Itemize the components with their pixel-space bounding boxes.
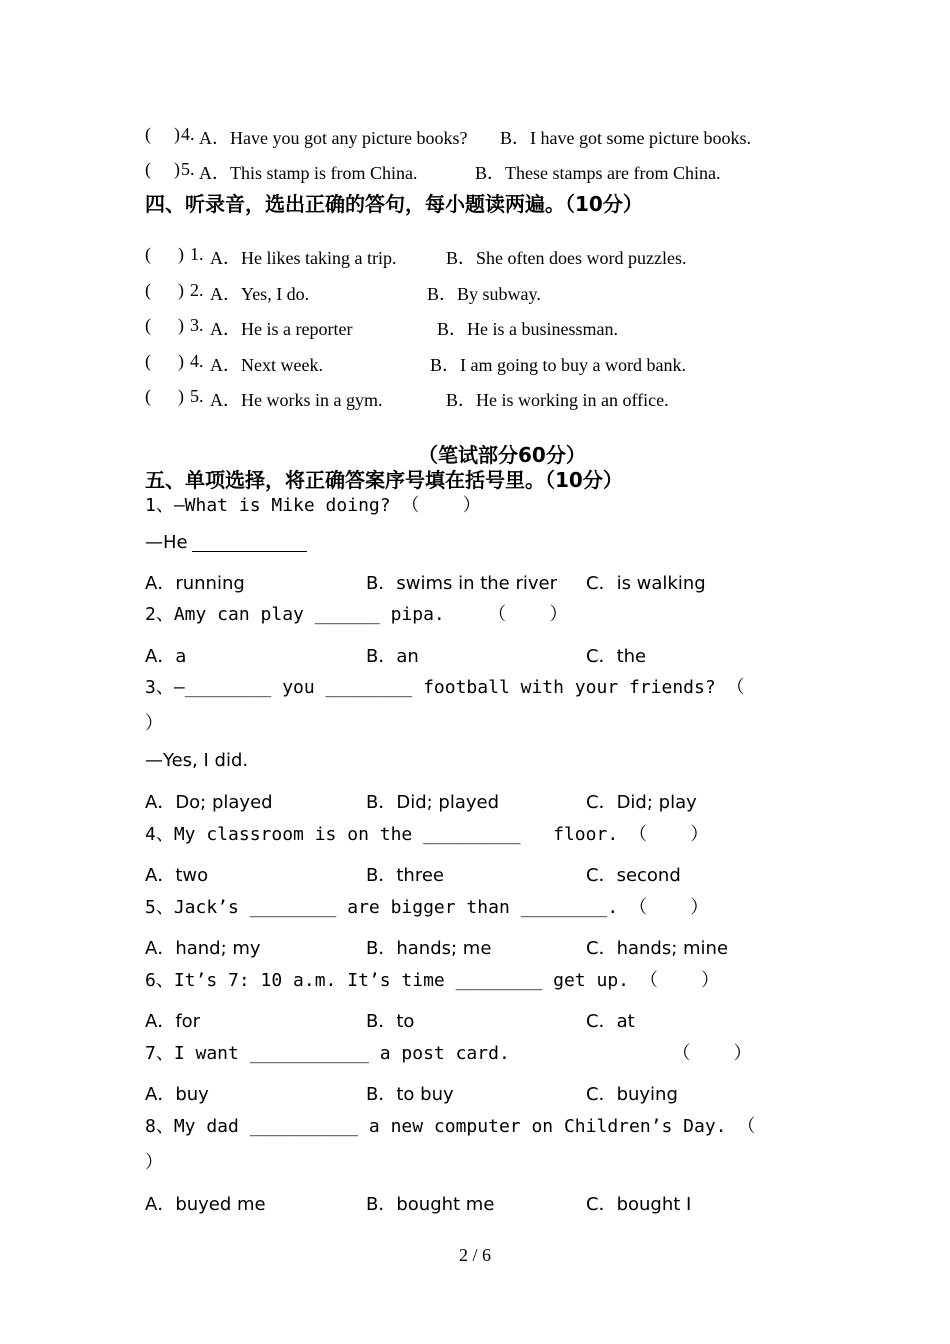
s4-item-3 bbox=[0, 315, 950, 337]
option-a: A．a bbox=[145, 646, 187, 667]
option-b: B．an bbox=[366, 646, 419, 667]
q2-stem: 2、Amy can play ______ pipa. （ ） bbox=[145, 604, 568, 625]
option-c: C．Did; play bbox=[586, 792, 697, 813]
answer-paren-close: ) bbox=[178, 244, 184, 264]
answer-paren-open: ( bbox=[145, 386, 151, 406]
q5-options bbox=[0, 934, 950, 959]
listening-item-4 bbox=[0, 124, 950, 146]
q1-stem: 1、—What is Mike doing? （ ） bbox=[145, 495, 481, 516]
q7-options bbox=[0, 1080, 950, 1105]
page-number: 2 / 6 bbox=[458, 1245, 491, 1265]
item-number: 1. bbox=[190, 244, 204, 264]
option-b: B．She often does word puzzles. bbox=[446, 248, 687, 268]
item-number: 5. bbox=[190, 386, 204, 406]
item-number: 4. bbox=[190, 351, 204, 371]
item-number: 5. bbox=[181, 159, 195, 179]
answer-paren-close: ) bbox=[178, 386, 184, 406]
option-b: B．Did; played bbox=[366, 792, 500, 813]
answer-paren-close: ) bbox=[174, 124, 180, 144]
q6-options bbox=[0, 1007, 950, 1032]
option-a: A．two bbox=[145, 865, 209, 886]
s4-item-2 bbox=[0, 280, 950, 302]
option-c: C．hands; mine bbox=[586, 938, 729, 959]
option-b: B．These stamps are from China. bbox=[475, 163, 721, 183]
s4-item-4 bbox=[0, 351, 950, 373]
option-a: A．He is a reporter bbox=[210, 319, 353, 339]
option-c: C．is walking bbox=[586, 573, 706, 594]
s4-item-1 bbox=[0, 244, 950, 266]
option-a: A．He works in a gym. bbox=[210, 390, 383, 410]
option-b: B．By subway. bbox=[427, 284, 541, 304]
option-a: A．hand; my bbox=[145, 938, 261, 959]
q1-options bbox=[0, 569, 950, 594]
option-b: B．to buy bbox=[366, 1084, 454, 1105]
option-b: B．swims in the river bbox=[366, 573, 558, 594]
section-4-heading: 四、听录音，选出正确的答句，每小题读两遍。（10分） bbox=[145, 192, 643, 216]
option-a: A．running bbox=[145, 573, 245, 594]
item-number: 3. bbox=[190, 315, 204, 335]
answer-blank bbox=[192, 533, 307, 552]
q5-stem: 5、Jack’s ________ are bigger than ________. （ ） bbox=[145, 897, 709, 918]
option-a: A．Yes, I do. bbox=[210, 284, 310, 304]
q7-stem: 7、I want ___________ a post card. （ ） bbox=[145, 1043, 752, 1064]
q3-options bbox=[0, 788, 950, 813]
q4-stem: 4、My classroom is on the _________ floor. （ ） bbox=[145, 824, 709, 845]
answer-paren-open: ( bbox=[145, 159, 151, 179]
q3-stem-cont: ） bbox=[145, 713, 163, 734]
q3-answer: —Yes, I did. bbox=[145, 750, 249, 771]
answer-paren-open: ( bbox=[145, 124, 151, 144]
option-b: B．He is working in an office. bbox=[446, 390, 669, 410]
option-b: B．three bbox=[366, 865, 444, 886]
s4-item-5 bbox=[0, 386, 950, 408]
option-b: B．I am going to buy a word bank. bbox=[430, 355, 686, 375]
item-number: 4. bbox=[181, 124, 195, 144]
option-b: B．I have got some picture books. bbox=[500, 128, 751, 148]
q1-answer-line bbox=[145, 533, 307, 552]
answer-paren-close: ) bbox=[178, 280, 184, 300]
option-b: B．bought me bbox=[366, 1194, 495, 1215]
option-a: A．Next week. bbox=[210, 355, 323, 375]
q3-stem: 3、—________ you ________ football with your friends? （ bbox=[145, 677, 745, 698]
option-a: A．He likes taking a trip. bbox=[210, 248, 397, 268]
option-a: A．Do; played bbox=[145, 792, 273, 813]
item-number: 2. bbox=[190, 280, 204, 300]
option-b: B．He is a businessman. bbox=[437, 319, 618, 339]
q2-options bbox=[0, 642, 950, 667]
q8-options bbox=[0, 1190, 950, 1215]
option-b: B．hands; me bbox=[366, 938, 492, 959]
q4-options bbox=[0, 861, 950, 886]
answer-prefix: —He bbox=[145, 532, 188, 553]
answer-paren-open: ( bbox=[145, 244, 151, 264]
option-c: C．bought I bbox=[586, 1194, 692, 1215]
section-5-heading: 五、单项选择，将正确答案序号填在括号里。（10分） bbox=[145, 468, 623, 492]
option-c: C．at bbox=[586, 1011, 635, 1032]
option-a: A．Have you got any picture books? bbox=[199, 128, 468, 148]
q8-stem: 8、My dad __________ a new computer on Children’s Day. （ bbox=[145, 1116, 756, 1137]
option-c: C．buying bbox=[586, 1084, 678, 1105]
answer-paren-open: ( bbox=[145, 351, 151, 371]
answer-paren-close: ) bbox=[178, 315, 184, 335]
answer-paren-open: ( bbox=[145, 280, 151, 300]
answer-paren-open: ( bbox=[145, 315, 151, 335]
listening-item-5 bbox=[0, 159, 950, 181]
option-a: A．buy bbox=[145, 1084, 209, 1105]
option-c: C．second bbox=[586, 865, 681, 886]
answer-paren-close: ) bbox=[174, 159, 180, 179]
option-a: A．for bbox=[145, 1011, 201, 1032]
option-b: B．to bbox=[366, 1011, 415, 1032]
q8-stem-cont: ） bbox=[145, 1152, 163, 1173]
option-a: A．buyed me bbox=[145, 1194, 266, 1215]
option-c: C．the bbox=[586, 646, 647, 667]
written-part-title: （笔试部分60分） bbox=[418, 443, 586, 467]
option-a: A．This stamp is from China. bbox=[199, 163, 418, 183]
q6-stem: 6、It’s 7: 10 a.m. It’s time ________ get up. （ ） bbox=[145, 970, 720, 991]
answer-paren-close: ) bbox=[178, 351, 184, 371]
